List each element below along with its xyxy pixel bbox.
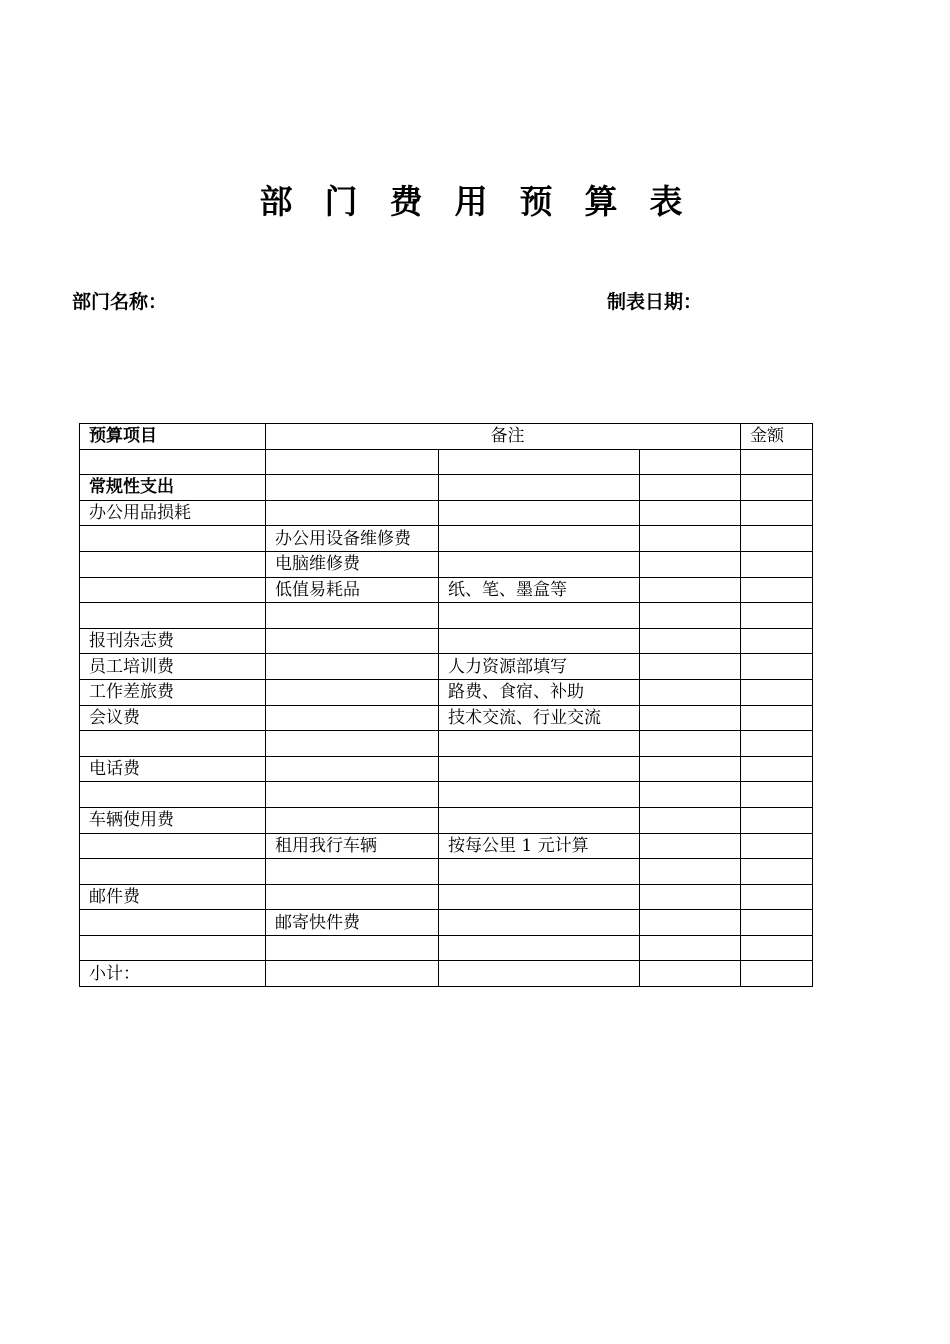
remark-cell: [439, 859, 640, 885]
sub-item-cell: [266, 807, 439, 833]
table-row: [80, 705, 813, 731]
amount-cell: [741, 449, 813, 475]
remark-cell: [439, 782, 640, 808]
amount-cell: [741, 705, 813, 731]
blank-cell: [640, 577, 741, 603]
item-cell: 常规性支出: [80, 475, 266, 501]
amount-cell: [741, 475, 813, 501]
sub-item-cell: 低值易耗品: [266, 577, 439, 603]
remark-cell: [439, 551, 640, 577]
blank-cell: [640, 449, 741, 475]
amount-cell: [741, 577, 813, 603]
amount-cell: [741, 679, 813, 705]
table-row: [80, 526, 813, 552]
table-row: [80, 603, 813, 629]
budget-table-body: [80, 424, 813, 987]
remark-cell: [439, 526, 640, 552]
blank-cell: [640, 833, 741, 859]
table-row: [80, 910, 813, 936]
table-row: [80, 935, 813, 961]
item-cell: [80, 910, 266, 936]
item-cell: 邮件费: [80, 884, 266, 910]
remark-cell: [439, 961, 640, 987]
sub-item-cell: [266, 500, 439, 526]
item-cell: [80, 859, 266, 885]
header-amount: 金额: [741, 424, 813, 450]
blank-cell: [640, 731, 741, 757]
blank-cell: [640, 807, 741, 833]
sub-item-cell: 邮寄快件费: [266, 910, 439, 936]
table-row: [80, 756, 813, 782]
blank-cell: [640, 756, 741, 782]
remark-cell: [439, 475, 640, 501]
blank-cell: [640, 935, 741, 961]
remark-cell: [439, 935, 640, 961]
item-cell: [80, 603, 266, 629]
amount-cell: [741, 910, 813, 936]
date-label: 制表日期：: [607, 291, 703, 313]
blank-cell: [640, 859, 741, 885]
amount-cell: [741, 807, 813, 833]
amount-cell: [741, 551, 813, 577]
sub-item-cell: 电脑维修费: [266, 551, 439, 577]
amount-cell: [741, 500, 813, 526]
sub-item-cell: [266, 782, 439, 808]
amount-cell: [741, 756, 813, 782]
sub-item-cell: [266, 961, 439, 987]
table-row: [80, 449, 813, 475]
item-cell: 小计：: [80, 961, 266, 987]
remark-cell: [439, 500, 640, 526]
table-row: [80, 782, 813, 808]
blank-cell: [640, 526, 741, 552]
blank-cell: [640, 961, 741, 987]
item-cell: [80, 551, 266, 577]
amount-cell: [741, 526, 813, 552]
sub-item-cell: [266, 628, 439, 654]
blank-cell: [640, 679, 741, 705]
table-row: [80, 859, 813, 885]
sub-item-cell: [266, 731, 439, 757]
header-remark: 备注: [266, 424, 741, 450]
department-name-label: 部门名称：: [72, 291, 168, 313]
item-cell: [80, 577, 266, 603]
sub-item-cell: [266, 756, 439, 782]
remark-cell: [439, 603, 640, 629]
item-cell: 车辆使用费: [80, 807, 266, 833]
item-cell: 办公用品损耗: [80, 500, 266, 526]
blank-cell: [640, 884, 741, 910]
remark-cell: 人力资源部填写: [439, 654, 640, 680]
item-cell: 员工培训费: [80, 654, 266, 680]
item-cell: [80, 833, 266, 859]
item-cell: 会议费: [80, 705, 266, 731]
remark-cell: 路费、食宿、补助: [439, 679, 640, 705]
sub-item-cell: [266, 935, 439, 961]
sub-item-cell: [266, 884, 439, 910]
table-row: [80, 833, 813, 859]
item-cell: 工作差旅费: [80, 679, 266, 705]
amount-cell: [741, 731, 813, 757]
blank-cell: [640, 500, 741, 526]
table-row: [80, 628, 813, 654]
remark-cell: [439, 449, 640, 475]
table-row: [80, 679, 813, 705]
item-cell: [80, 731, 266, 757]
table-row: [80, 807, 813, 833]
amount-cell: [741, 782, 813, 808]
item-cell: [80, 526, 266, 552]
remark-cell: [439, 884, 640, 910]
amount-cell: [741, 859, 813, 885]
blank-cell: [640, 603, 741, 629]
item-cell: [80, 449, 266, 475]
item-cell: 电话费: [80, 756, 266, 782]
blank-cell: [640, 782, 741, 808]
budget-table: [79, 423, 813, 987]
remark-cell: [439, 731, 640, 757]
amount-cell: [741, 603, 813, 629]
sub-item-cell: 租用我行车辆: [266, 833, 439, 859]
blank-cell: [640, 910, 741, 936]
blank-cell: [640, 475, 741, 501]
table-row: [80, 654, 813, 680]
amount-cell: [741, 884, 813, 910]
sub-item-cell: [266, 603, 439, 629]
remark-cell: 按每公里 1 元计算: [439, 833, 640, 859]
remark-cell: 纸、笔、墨盒等: [439, 577, 640, 603]
blank-cell: [640, 628, 741, 654]
table-row: [80, 500, 813, 526]
sub-item-cell: [266, 475, 439, 501]
amount-cell: [741, 935, 813, 961]
sub-item-cell: [266, 859, 439, 885]
item-cell: [80, 935, 266, 961]
table-header-row: [80, 424, 813, 450]
blank-cell: [640, 551, 741, 577]
amount-cell: [741, 654, 813, 680]
table-row: [80, 551, 813, 577]
remark-cell: [439, 756, 640, 782]
table-row: [80, 577, 813, 603]
blank-cell: [640, 705, 741, 731]
header-budget-item: 预算项目: [80, 424, 266, 450]
table-row: [80, 475, 813, 501]
remark-cell: [439, 628, 640, 654]
remark-cell: [439, 910, 640, 936]
item-cell: 报刊杂志费: [80, 628, 266, 654]
sub-item-cell: [266, 654, 439, 680]
table-row: [80, 961, 813, 987]
table-row: [80, 884, 813, 910]
table-row: [80, 731, 813, 757]
sub-item-cell: [266, 449, 439, 475]
sub-item-cell: [266, 679, 439, 705]
amount-cell: [741, 961, 813, 987]
blank-cell: [640, 654, 741, 680]
remark-cell: 技术交流、行业交流: [439, 705, 640, 731]
page-title: 部门费用预算表: [259, 182, 715, 221]
amount-cell: [741, 628, 813, 654]
sub-item-cell: 办公用设备维修费: [266, 526, 439, 552]
item-cell: [80, 782, 266, 808]
sub-item-cell: [266, 705, 439, 731]
remark-cell: [439, 807, 640, 833]
amount-cell: [741, 833, 813, 859]
